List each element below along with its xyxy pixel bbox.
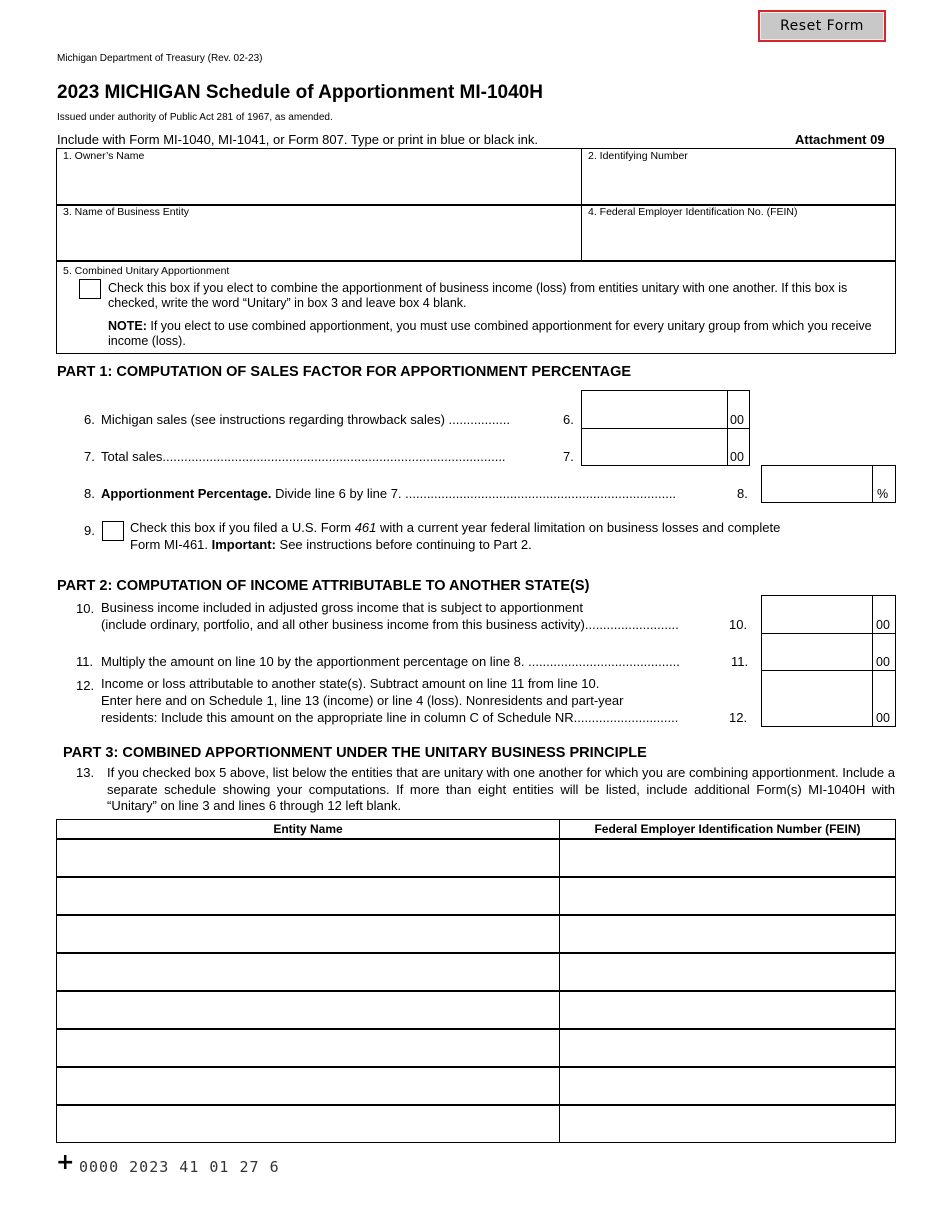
combined-unitary-checkbox[interactable] xyxy=(79,279,101,299)
table-row xyxy=(57,839,896,877)
line8-text xyxy=(101,486,723,501)
entity-name-input[interactable] xyxy=(57,991,560,1029)
entity-fein-input[interactable] xyxy=(560,839,896,877)
entity-fein-input[interactable] xyxy=(560,1067,896,1105)
combined-note xyxy=(108,319,883,349)
form-code: 0000 2023 41 01 27 6 xyxy=(79,1158,280,1176)
part1-heading: PART 1: COMPUTATION OF SALES FACTOR FOR APPORTIONMENT PERCENTAGE xyxy=(57,364,632,380)
plus-icon: + xyxy=(56,1150,75,1175)
entity-fein-input[interactable] xyxy=(560,1105,896,1143)
entity-fein-input[interactable] xyxy=(560,1029,896,1067)
line8-percentage-input[interactable] xyxy=(761,465,873,503)
line13-number: 13. xyxy=(76,765,95,780)
line10-amount-input[interactable] xyxy=(761,595,873,634)
entity-table xyxy=(56,819,896,1143)
line9-text-b: with a current year federal limitation on business losses and complete xyxy=(376,520,781,535)
line6-number: 6. xyxy=(84,412,95,427)
line9-form-number: 461 xyxy=(354,520,377,535)
owner-name-label: 1. Owner’s Name xyxy=(63,150,145,162)
part2-heading: PART 2: COMPUTATION OF INCOME ATTRIBUTABLE TO ANOTHER STATE(S) xyxy=(57,578,590,594)
note-label: NOTE: xyxy=(108,319,147,333)
line6-ref: 6. xyxy=(563,412,574,427)
part3-heading: PART 3: COMBINED APPORTIONMENT UNDER THE UNITARY BUSINESS PRINCIPLE xyxy=(63,745,647,761)
line11-amount-input[interactable] xyxy=(761,633,873,671)
page-title: 2023 MICHIGAN Schedule of Apportionment MI-1040H xyxy=(57,82,543,103)
line8-number: 8. xyxy=(84,486,95,501)
line9-text-a: Check this box if you filed a U.S. Form xyxy=(130,520,355,535)
line12-text-c: residents: Include this amount on the appropriate line in column C of Schedule NR............................. xyxy=(101,710,679,725)
line11-ref: 11. xyxy=(731,654,749,669)
table-row xyxy=(57,1105,896,1143)
combined-unitary-label: 5. Combined Unitary Apportionment xyxy=(63,265,230,277)
line8-desc: Divide line 6 by line 7. ........................................................................... xyxy=(271,486,677,501)
line6-text: Michigan sales (see instructions regarding throwback sales) ................. xyxy=(101,412,510,427)
line12-ref: 12. xyxy=(729,710,748,725)
combined-unitary-text: Check this box if you elect to combine the apportionment of business income (loss) from entities unitary with one another. If this box is checked, write the word “Unitary” in box 3 and leave box 4 blank. xyxy=(108,281,848,310)
line12-text-a: Income or loss attributable to another state(s). Subtract amount on line 11 from line 10. xyxy=(101,676,600,691)
divider xyxy=(56,260,896,262)
percent-sign: % xyxy=(877,487,889,501)
line9-number: 9. xyxy=(84,523,95,538)
entity-fein-input[interactable] xyxy=(560,877,896,915)
identifying-number-field[interactable] xyxy=(584,164,892,202)
line13-text: If you checked box 5 above, list below the entities that are unitary with one another for which you are combining apportionment. Include a separate schedule showing your computations. If more than eight entities will be listed, include additional Form(s) MI-1040H with “Unitary” on line 3 and lines 6 through 12 left blank. xyxy=(107,765,895,813)
entity-name-input[interactable] xyxy=(57,1029,560,1067)
line9-text xyxy=(130,519,870,553)
entity-fein-header: Federal Employer Identification Number (FEIN) xyxy=(560,820,896,840)
line11-text: Multiply the amount on line 10 by the apportionment percentage on line 8. .......................................... xyxy=(101,654,680,669)
line10-text-b: (include ordinary, portfolio, and all other business income from this business activity).......................... xyxy=(101,617,679,632)
fein-label: 4. Federal Employer Identification No. (FEIN) xyxy=(588,206,798,218)
authority-line: Issued under authority of Public Act 281 of 1967, as amended. xyxy=(57,112,333,123)
line12-cents: 00 xyxy=(876,711,890,725)
note-text: If you elect to use combined apportionment, you must use combined apportionment for every unitary group from which you receive income (loss). xyxy=(108,319,872,348)
line7-number: 7. xyxy=(84,449,95,464)
entity-name-header: Entity Name xyxy=(57,820,560,840)
line12-amount-input[interactable] xyxy=(761,670,873,727)
entity-name-input[interactable] xyxy=(57,877,560,915)
line11-number: 11. xyxy=(76,654,94,669)
line12-text-b: Enter here and on Schedule 1, line 13 (income) or line 4 (loss). Nonresidents and part-year xyxy=(101,693,624,708)
include-instructions: Include with Form MI-1040, MI-1041, or Form 807. Type or print in blue or black ink. xyxy=(57,132,538,147)
line7-ref: 7. xyxy=(563,449,574,464)
line10-number: 10. xyxy=(76,601,95,616)
table-row xyxy=(57,991,896,1029)
table-row xyxy=(57,953,896,991)
line11-cents: 00 xyxy=(876,655,890,669)
line10-ref: 10. xyxy=(729,617,748,632)
line8-bold: Apportionment Percentage. xyxy=(101,486,272,501)
line6-amount-input[interactable] xyxy=(581,390,728,429)
line7-cents: 00 xyxy=(730,450,744,464)
business-entity-label: 3. Name of Business Entity xyxy=(63,206,190,218)
line7-text: Total sales............................................................................................... xyxy=(101,449,506,464)
entity-name-input[interactable] xyxy=(57,953,560,991)
attachment-number: Attachment 09 xyxy=(795,132,885,147)
entity-name-input[interactable] xyxy=(57,1105,560,1143)
line9-checkbox[interactable] xyxy=(102,521,124,541)
line12-number: 12. xyxy=(76,678,95,693)
business-entity-field[interactable] xyxy=(58,220,578,258)
table-row xyxy=(57,1067,896,1105)
entity-name-input[interactable] xyxy=(57,839,560,877)
line8-ref: 8. xyxy=(737,486,748,501)
entity-fein-input[interactable] xyxy=(560,991,896,1029)
table-row xyxy=(57,1029,896,1067)
entity-fein-input[interactable] xyxy=(560,915,896,953)
identifying-number-label: 2. Identifying Number xyxy=(588,150,688,162)
line10-text-a: Business income included in adjusted gross income that is subject to apportionment xyxy=(101,600,583,615)
line6-cents: 00 xyxy=(730,413,744,427)
reset-form-button[interactable]: Reset Form xyxy=(758,10,886,42)
table-row xyxy=(57,877,896,915)
entity-name-input[interactable] xyxy=(57,1067,560,1105)
owner-name-field[interactable] xyxy=(58,164,578,202)
entity-fein-input[interactable] xyxy=(560,953,896,991)
line9-text-c: Form MI-461. xyxy=(130,537,212,552)
line9-important: Important: xyxy=(211,537,276,552)
table-row xyxy=(57,915,896,953)
line9-text-d: See instructions before continuing to Part 2. xyxy=(275,537,532,552)
fein-field[interactable] xyxy=(584,220,892,258)
line7-amount-input[interactable] xyxy=(581,428,728,466)
line10-cents: 00 xyxy=(876,618,890,632)
entity-name-input[interactable] xyxy=(57,915,560,953)
department-line: Michigan Department of Treasury (Rev. 02-23) xyxy=(57,53,263,64)
